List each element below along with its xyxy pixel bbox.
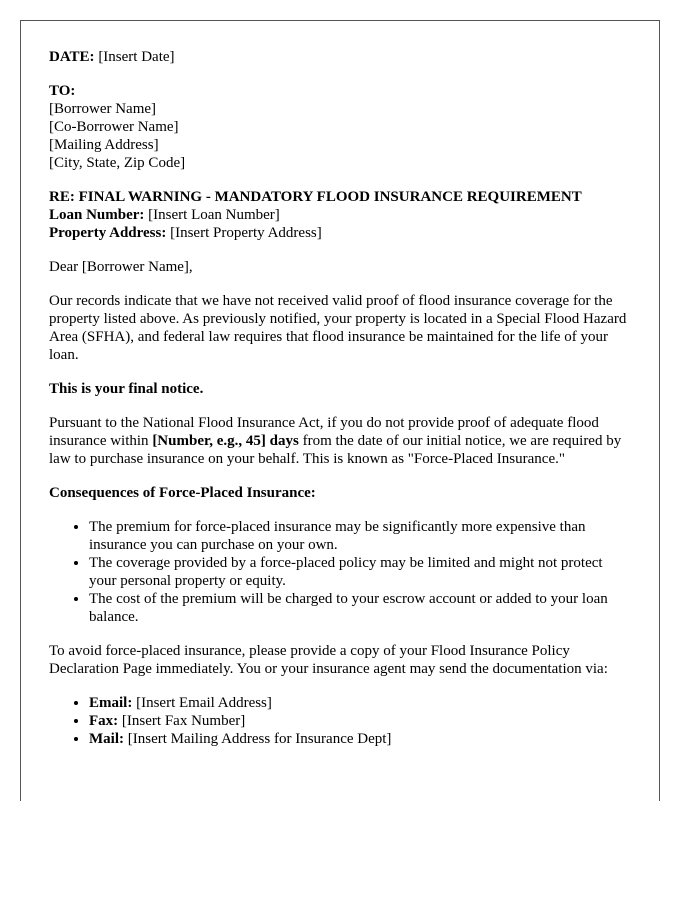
date-line (49, 48, 631, 66)
contact-list (49, 694, 631, 748)
contact-fax-value: [Insert Fax Number] (121, 713, 246, 729)
contact-fax-label: Fax: (89, 713, 119, 729)
property-address-label: Property Address: (49, 225, 167, 241)
contact-fax-item (89, 712, 631, 730)
force-placed-text-after: from the date of our initial notice, we are required by law to purchase insurance on your behalf. This is known as "Force-Placed Insurance." (49, 433, 622, 467)
letter-document (20, 20, 660, 801)
list-item: • The coverage provided by a force-placed policy may be limited and might not protect your personal property or equity. (89, 554, 631, 590)
salutation: Dear [Borrower Name], (49, 259, 193, 275)
property-address-line (49, 224, 631, 242)
force-placed-paragraph (49, 414, 631, 468)
recipient-line: [Co-Borrower Name] (49, 119, 179, 135)
final-notice-text: This is your final notice. (49, 381, 204, 397)
contact-email-item (89, 694, 631, 712)
list-item: • The cost of the premium will be charged to your escrow account or added to your loan balance. (89, 590, 631, 626)
recipient-block (49, 82, 631, 172)
recipient-line: [City, State, Zip Code] (49, 155, 186, 171)
contact-mail-value: [Insert Mailing Address for Insurance Dept] (127, 731, 392, 747)
consequences-list (49, 518, 631, 626)
property-address-value: [Insert Property Address] (170, 225, 322, 241)
recipient-line: [Borrower Name] (49, 101, 157, 117)
loan-number-label: Loan Number: (49, 207, 145, 223)
contact-mail-label: Mail: (89, 731, 124, 747)
final-notice-line (49, 380, 631, 398)
days-placeholder: [Number, e.g., 45] days (152, 433, 299, 449)
contact-mail-item (89, 730, 631, 748)
contact-email-value: [Insert Email Address] (136, 695, 272, 711)
recipient-line: [Mailing Address] (49, 137, 159, 153)
recipient-label: TO: (49, 83, 76, 99)
date-label: DATE: (49, 49, 95, 65)
loan-number-value: [Insert Loan Number] (148, 207, 280, 223)
subject-block (49, 188, 631, 242)
instructions-paragraph: To avoid force-placed insurance, please provide a copy of your Flood Insurance Policy Declaration Page immediately. You or your insurance agent may send the documentation via: (49, 643, 608, 677)
loan-number-line (49, 206, 631, 224)
consequences-heading: Consequences of Force-Placed Insurance: (49, 485, 316, 501)
force-placed-text-before: Pursuant to the National Flood Insurance Act, if you do not provide proof of adequate flood insurance within (49, 415, 599, 449)
list-item: • The premium for force-placed insurance may be significantly more expensive than insurance you can purchase on your own. (89, 518, 631, 554)
consequences-heading-line (49, 484, 631, 502)
subject-re-line: RE: FINAL WARNING - MANDATORY FLOOD INSURANCE REQUIREMENT (49, 189, 582, 205)
date-value: [Insert Date] (98, 49, 175, 65)
contact-email-label: Email: (89, 695, 133, 711)
records-paragraph: Our records indicate that we have not received valid proof of flood insurance coverage for the property listed above. As previously notified, your property is located in a Special Flood Hazard Area (SFHA), and federal law requires that flood insurance be maintained for the life of your loan. (49, 293, 627, 363)
